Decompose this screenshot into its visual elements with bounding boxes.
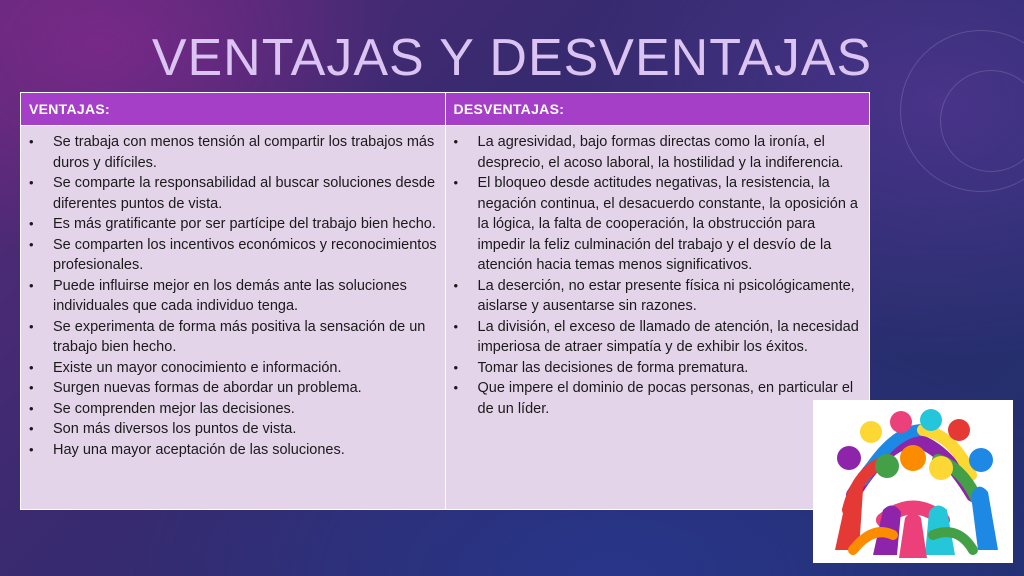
list-item: • Surgen nuevas formas de abordar un problema. [27, 378, 439, 399]
desventajas-cell [445, 126, 870, 510]
list-item: • La división, el exceso de llamado de atención, la necesidad imperiosa de atraer simpatía y de exhibir los éxitos. [452, 317, 864, 358]
list-item: • Son más diversos los puntos de vista. [27, 419, 439, 440]
list-item: • Se comparten los incentivos económicos y reconocimientos profesionales. [27, 235, 439, 276]
list-item: • El bloqueo desde actitudes negativas, la resistencia, la negación continua, el desacuerdo constante, la oposición a la lógica, la falta de cooperación, la obstrucción para impedir la feliz culminación del trabajo y el desvío de la atención hacia temas menos significativos. [452, 173, 864, 276]
ventajas-list [27, 132, 439, 460]
list-item: • Se trabaja con menos tensión al compartir los trabajos más duros y difíciles. [27, 132, 439, 173]
list-item: • Que impere el dominio de pocas personas, en particular el de un líder. [452, 378, 864, 419]
list-item: • Se comprenden mejor las decisiones. [27, 399, 439, 420]
header-desventajas: DESVENTAJAS: [445, 93, 870, 126]
list-item: • Puede influirse mejor en los demás ante las soluciones individuales que cada individuo tenga. [27, 276, 439, 317]
list-item: • Se experimenta de forma más positiva la sensación de un trabajo bien hecho. [27, 317, 439, 358]
list-item: • La deserción, no estar presente física ni psicológicamente, aislarse y ausentarse sin razones. [452, 276, 864, 317]
list-item: • Se comparte la responsabilidad al buscar soluciones desde diferentes puntos de vista. [27, 173, 439, 214]
table-header-row [21, 93, 870, 126]
slide-title: VENTAJAS Y DESVENTAJAS [151, 29, 873, 87]
list-item: • Hay una mayor aceptación de las soluciones. [27, 440, 439, 461]
list-item: • Existe un mayor conocimiento e información. [27, 358, 439, 379]
teamwork-image [813, 400, 1013, 563]
desventajas-list [452, 132, 864, 419]
list-item: • La agresividad, bajo formas directas como la ironía, el desprecio, el acoso laboral, la hostilidad y la indiferencia. [452, 132, 864, 173]
list-item: • Tomar las decisiones de forma prematura. [452, 358, 864, 379]
table-row [21, 126, 870, 510]
comparison-table [20, 92, 870, 510]
teamwork-figures-icon [813, 400, 1013, 563]
ventajas-cell [21, 126, 446, 510]
header-ventajas: VENTAJAS: [21, 93, 446, 126]
list-item: • Es más gratificante por ser partícipe del trabajo bien hecho. [27, 214, 439, 235]
